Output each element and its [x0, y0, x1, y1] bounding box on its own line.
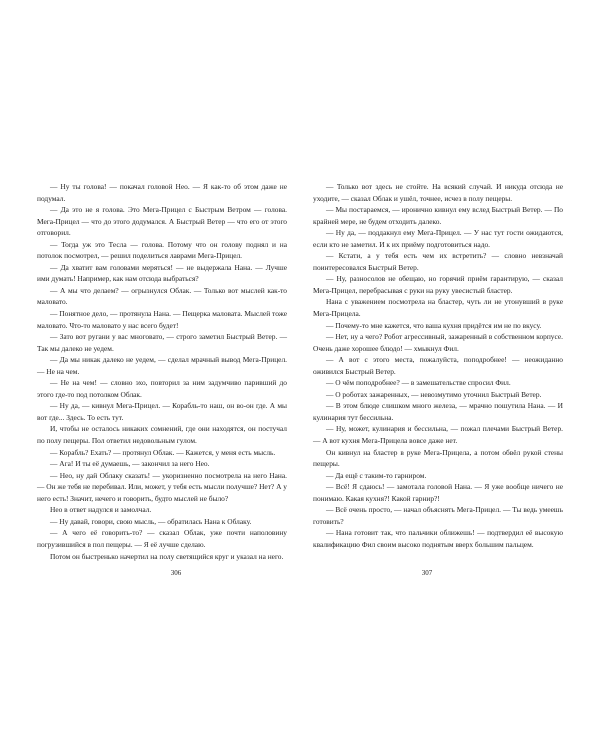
paragraph: — Зато вот ругани у вас многовато, — строго заметил Быстрый Ветер. — Так мы далеко не уедем. — [37, 332, 287, 353]
paragraph: — Да хватит вам головами меряться! — не выдержала Нана. — Лучше ими думать! Например, как нам отсюда выбраться? — [37, 262, 287, 284]
paragraph: — Нео, ну дай Облаку сказать! — укоризненно посмотрела на него Нана. — Он же тебя не перебивал. Или, может, у тебя есть мысли получше? Нет? А у него есть! Значит, нечего и говорить, будто мыслей не было? — [37, 470, 287, 503]
paragraph: Нео в ответ надулся и замолчал. — [50, 505, 152, 515]
paragraph: — Тогда уж это Тесла — голова. Потому что он голову поднял и на потолок посмотрел, — решил поделиться лаврами Мега-Прицел. — [37, 239, 287, 261]
paragraph: — О чём поподробнее? — в замешательстве спросил Фил. — [326, 378, 511, 388]
paragraph: — Понятное дело, — протянула Нана. — Пещерка маловата. Мыслей тоже маловато. Что-то маловато у нас всего будет! — [37, 309, 287, 330]
paragraph: — Мы постараемся, — иронично кивнул ему вслед Быстрый Ветер. — По крайней мере, не будем отходить далеко. — [313, 205, 563, 226]
paragraph: Нана с уважением посмотрела на бластер, чуть ли не утонувший в руке Мега-Прицела. — [313, 297, 563, 319]
paragraph: — А мы что делаем? — огрызнулся Облак. — Только вот мыслей как-то маловато. — [37, 285, 287, 307]
paragraph: — Ну, может, кулинария и бессильна, — пожал плечами Быстрый Ветер. — А вот кухня Мега-Прицела вовсе даже нет. — [313, 424, 563, 446]
paragraph: — Всё! Я сдаюсь! — замотала головой Нана. — Я уже вообще ничего не понимаю. Какая кухня?! Какой гарнир?! — [313, 482, 563, 503]
paragraph: — А чего её говорить-то? — сказал Облак, уже почти наполовину погрузившийся в пол пещеры. — Я её лучше сделаю. — [37, 528, 287, 549]
page-number-left: 306 — [170, 569, 182, 577]
paragraph: Потом он быстренько начертил на полу светящийся круг и указал на него. — [50, 551, 284, 561]
paragraph: — Ну да, — поддакнул ему Мега-Прицел. — У нас тут гости ожидаются, если кто не заметил. И к их приёму подготовиться надо. — [313, 228, 563, 249]
paragraph: — Да мы никак далеко не уедем, — сделал мрачный вывод Мега-Прицел. — Не на чем. — [37, 355, 287, 376]
paragraph: — Кстати, а у тебя есть чем их встретить? — словно невзначай поинтересовался Быстрый Ветер. — [313, 251, 563, 272]
paragraph: Он кивнул на бластер в руке Мега-Прицела, а потом обвёл рукой стены пещеры. — [313, 447, 563, 469]
paragraph: — Не на чем! — словно эхо, повторил за ним задумчиво паривший до этого где-то под потолком Облак. — [37, 378, 287, 399]
left-page-text — [37, 181, 287, 562]
paragraph: — Ну да, — кивнул Мега-Прицел. — Корабль-то наш, он во-он где. А мы вот где... Здесь. То есть тут. — [37, 401, 287, 422]
paragraph: — Ну, разносолов не обещаю, но горячий приём гарантирую, — сказал Мега-Прицел, перебрасывая с руки на руку увесистый бластер. — [313, 274, 563, 295]
paragraph: — Нана готовит так, что пальчики оближешь! — подтвердил её высокую квалификацию Фил своим высоко поднятым вверх большим пальцем. — [313, 528, 563, 549]
paragraph: — Ну давай, говори, свою мысль, — обратилась Нана к Облаку. — [50, 516, 252, 526]
paragraph: — Ну ты голова! — покачал головой Нео. — Я как-то об этом даже не подумал. — [37, 182, 287, 203]
paragraph: — Ага! И ты её думаешь, — закончил за него Нео. — [50, 459, 210, 469]
paragraph: — В этом блюде слишком много железа, — мрачно пошутила Нана. — И кулинария тут бессильна. — [313, 401, 563, 422]
page-number-right: 307 — [421, 569, 433, 577]
paragraph: — Всё очень просто, — начал объяснять Мега-Прицел. — Ты ведь умеешь готовить? — [313, 505, 563, 526]
paragraph: — О роботах зажаренных, — невозмутимо уточнил Быстрый Ветер. — [326, 389, 542, 399]
paragraph: — Да это не я голова. Это Мега-Прицел с Быстрым Ветром — голова. Мега-Прицел — что до этого додумался. А Быстрый Ветер — что его от этого отговорил. — [37, 205, 287, 238]
paragraph: — Нет, ну а чего? Робот агрессивный, зажаренный в собственном корпусе. Очень даже хорошее блюдо! — хмыкнул Фил. — [313, 332, 563, 353]
paragraph: И, чтобы не осталось никаких сомнений, где они находятся, он постучал по полу пещеры. Пол ответил недовольным гулом. — [37, 424, 287, 446]
paragraph: — Почему-то мне кажется, что ваша кухня придётся им не по вкусу. — [326, 320, 542, 330]
paragraph: — Только вот здесь не стойте. На всякий случай. И никуда отсюда не уходите, — сказал Облак и ушёл, точнее, исчез в полу пещеры. — [313, 182, 563, 203]
right-page-text — [313, 181, 563, 551]
paragraph: — А вот с этого места, пожалуйста, поподробнее! — неожиданно оживился Быстрый Ветер. — [313, 355, 563, 376]
paragraph: — Да ещё с таким-то гарниром. — [326, 470, 427, 480]
paragraph: — Корабль? Ехать? — протянул Облак. — Кажется, у меня есть мысль. — [50, 447, 276, 457]
